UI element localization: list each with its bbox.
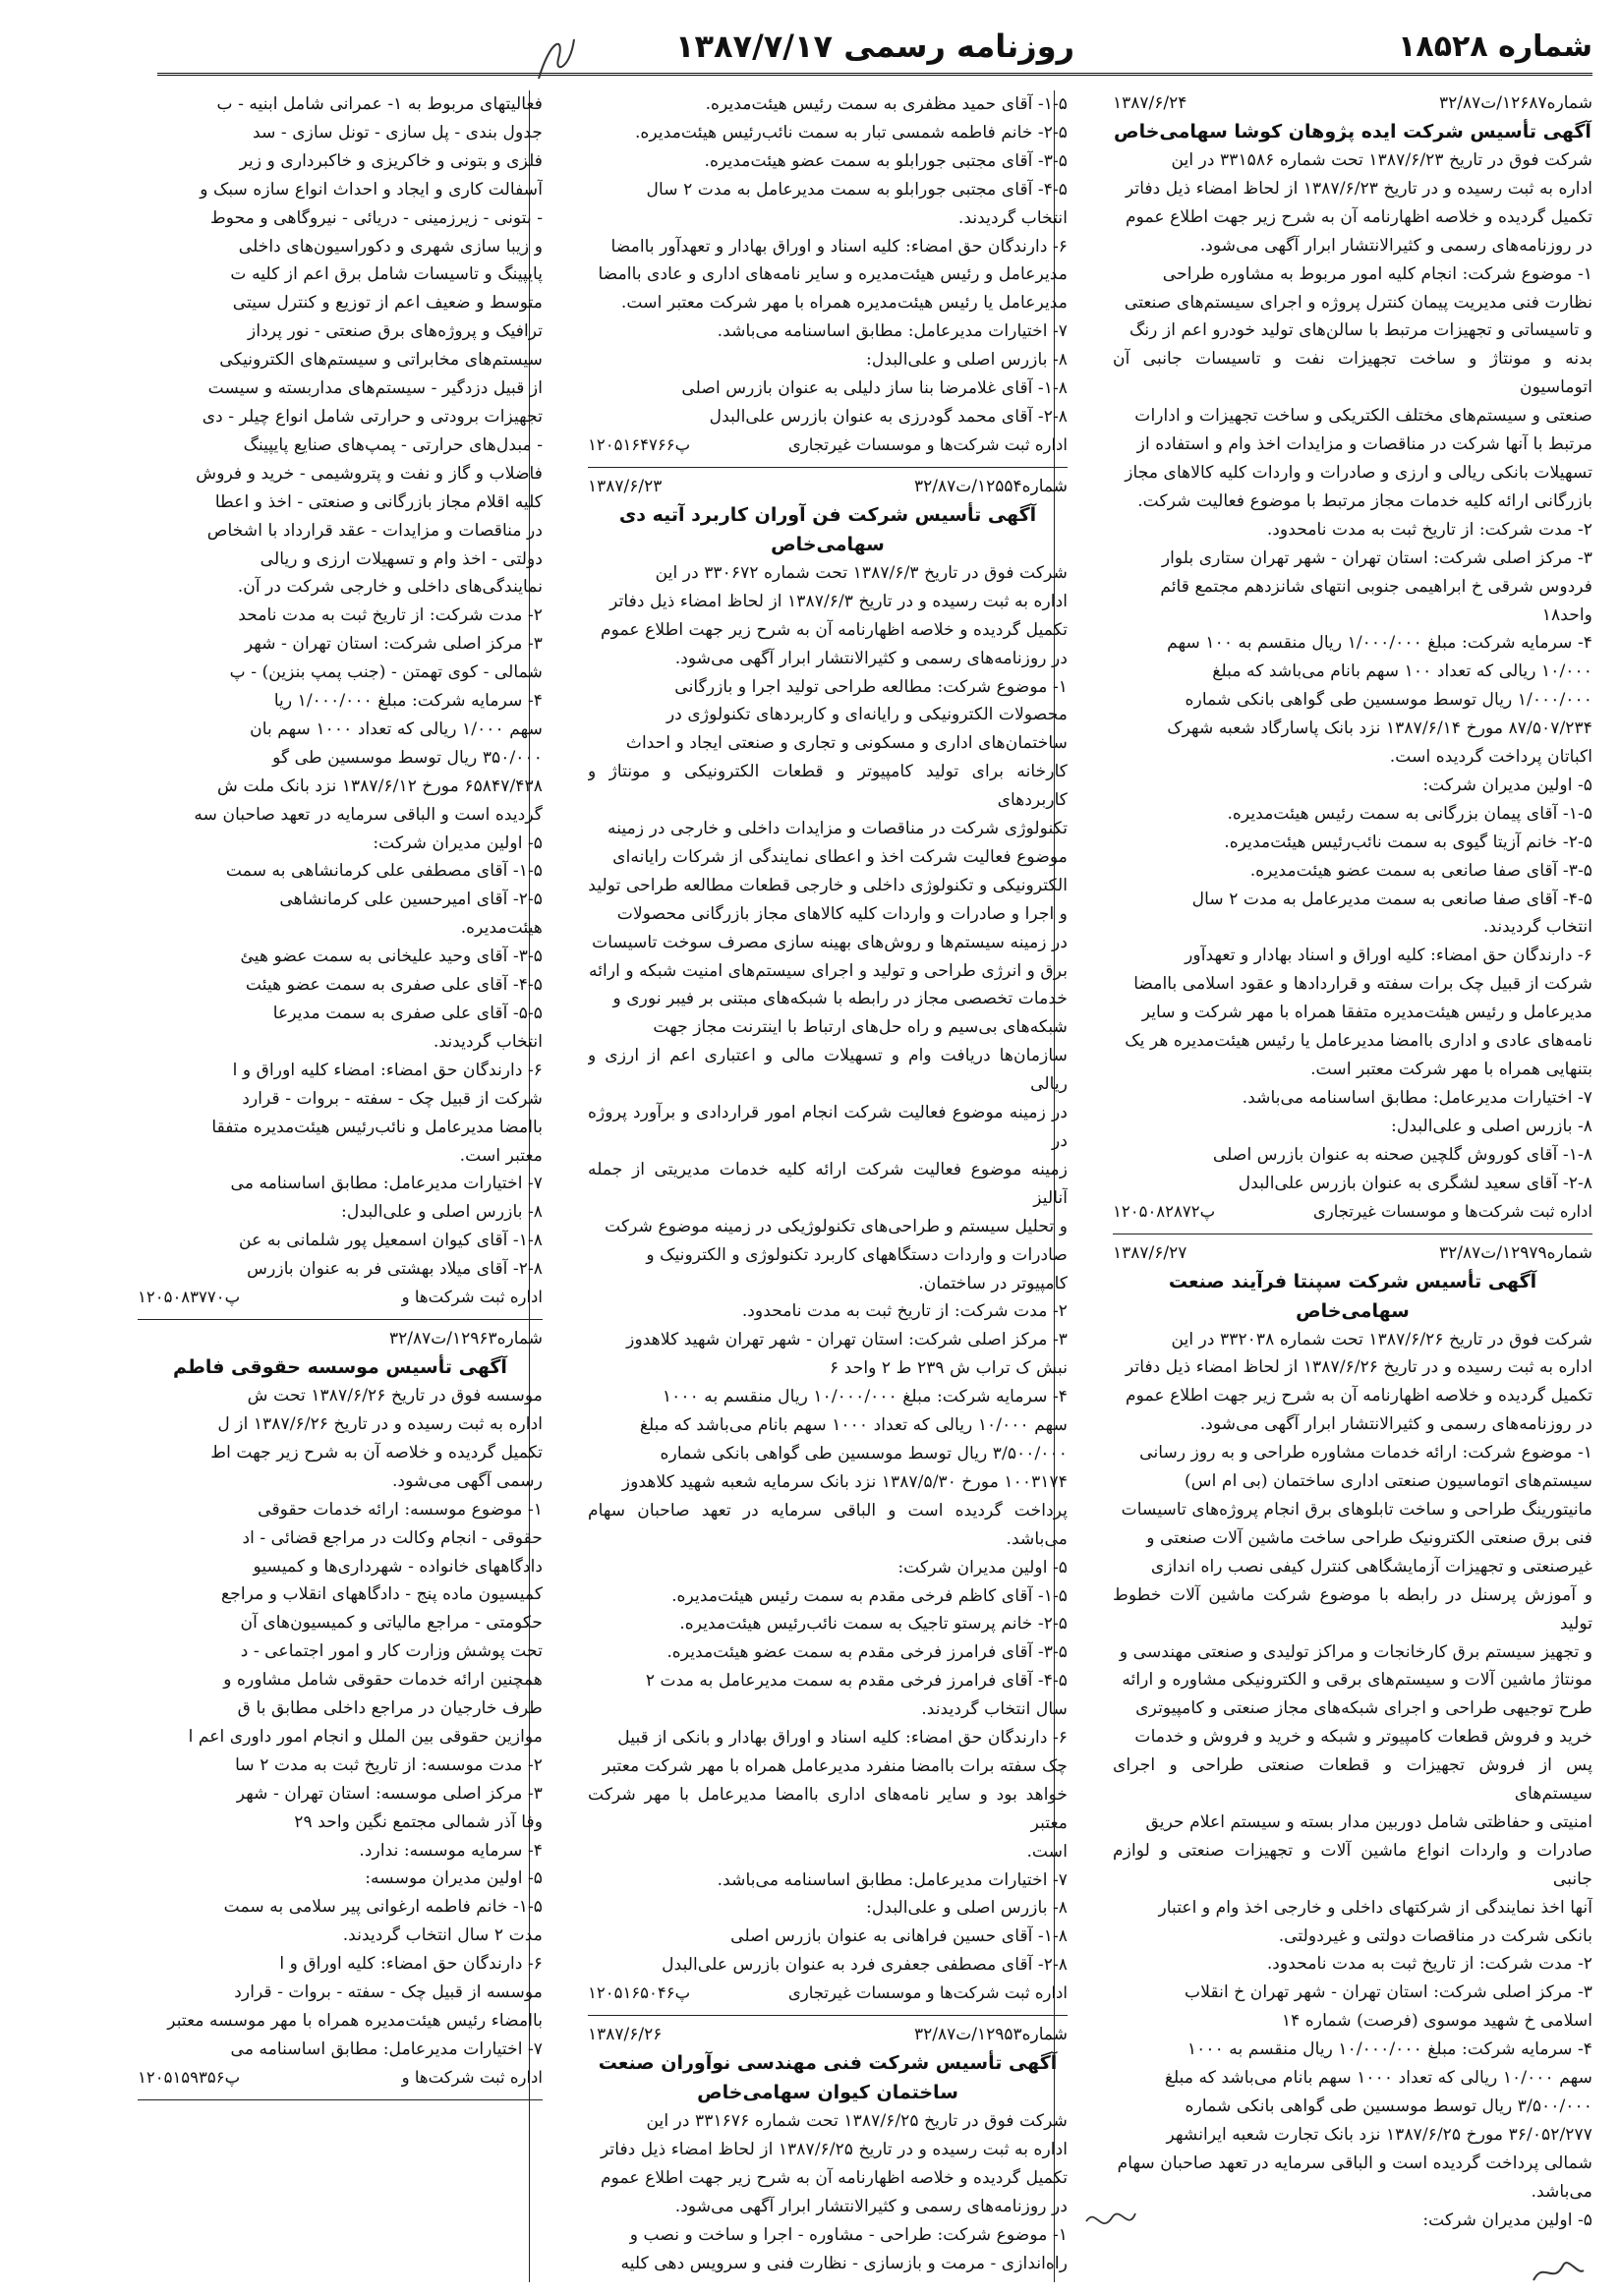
notice-line: ۳-۵- آقای صفا صانعی به سمت عضو هیئت‌مدیره.: [1249, 860, 1592, 881]
notice-line: ۱-۸- آقای غلامرضا بنا ساز دلیلی به عنوان بازرس اصلی: [681, 378, 1068, 399]
notice-line: ۲-۸- آقای محمد گودرزی به عنوان بازرس علی‌البدل: [709, 406, 1068, 427]
notice-line: در روزنامه‌های رسمی و کثیرالانتشار ابرار آگهی می‌شود.: [1199, 235, 1592, 256]
notice-line: ۱- موضوع شرکت: انجام کلیه امور مربوط به مشاوره طراحی: [1162, 263, 1592, 284]
notice-line: ۳- مرکز اصلی شرکت: استان تهران - شهر تهران ستاری بلوار: [1161, 547, 1592, 568]
notice-line: آسفالت کاری و ایجاد و احداث انواع سازه سبک و: [200, 179, 543, 200]
notice-line: موضوع فعالیت شرکت اخذ و اعطای نمایندگی از شرکات رایانه‌ای: [612, 846, 1068, 867]
notice-header: [1113, 1240, 1592, 1267]
notice-line: ۳۶/۰۵۲/۲۷۷ مورخ ۱۳۸۷/۶/۲۵ نزد بانک تجارت شعبه ایرانشهر: [1166, 2124, 1592, 2145]
notice-line: سال انتخاب گردیدند.: [921, 1699, 1068, 1720]
notice-line: ۱/۰۰۰/۰۰۰ ریال توسط موسسین طی گواهی بانکی شماره: [1185, 690, 1592, 711]
column-right: [1113, 90, 1592, 2282]
notice-line: ۴- سرمایه شرکت: مبلغ ۱۰/۰۰۰/۰۰۰ ریال منقسم به ۱۰۰۰: [1186, 2039, 1592, 2060]
notice-line: ۱-۵- آقای مصطفی علی کرمانشاهی به سمت: [225, 861, 543, 882]
notice-line: سهم ۱۰/۰۰۰ ریالی که تعداد ۱۰۰۰ سهم بانام می‌باشد که مبلغ: [1164, 2068, 1592, 2089]
notice-line: ۱۰/۰۰۰ ریالی که تعداد ۱۰۰ سهم بانام می‌باشد که مبلغ: [1212, 661, 1592, 682]
notice-date: ۱۳۸۷/۶/۲۳: [588, 476, 663, 496]
notice-number: شماره۱۲۹۵۳/ت۳۲/۸۷: [913, 2025, 1068, 2045]
registry-office: اداره ثبت شرکت‌ها و: [401, 1288, 543, 1307]
notice: [1113, 90, 1592, 1234]
notice-line: تکمیل گردیده و خلاصه اظهارنامه آن به شرح زیر جهت اطلاع عموم: [1125, 206, 1592, 227]
notice-line: باامضا مدیرعامل و نائب‌رئیس هیئت‌مدیره متفقا: [211, 1117, 543, 1137]
notice-line: و اجرا و صادرات و واردات کلیه کالاهای مجاز بازرگانی محصولات: [616, 903, 1068, 924]
notice-line: ۳/۵۰۰/۰۰۰ ریال توسط موسسین طی گواهی بانکی شماره: [1185, 2096, 1592, 2116]
notice-line: انتخاب گردیدند.: [433, 1031, 543, 1052]
notice-line: - مبدل‌های حرارتی - پمپ‌های صنایع پایپینگ: [243, 434, 543, 455]
notice-line: کامپیوتر در ساختمان.: [918, 1273, 1068, 1293]
notice-line: وفا آذر شمالی مجتمع نگین واحد ۲۹: [294, 1811, 543, 1832]
notice-title: آگهی تأسیس موسسه حقوقی فاطم: [173, 1356, 507, 1379]
notice-line: مدیرعامل یا رئیس هیئت‌مدیره همراه با مهر شرکت معتبر است.: [620, 293, 1068, 314]
notice-line: شبکه‌های بی‌سیم و راه حل‌های ارتباط با اینترنت مجاز جهت: [653, 1017, 1068, 1038]
notice-line: ۵- اولین مدیران موسسه:: [365, 1868, 543, 1889]
notice-number: شماره۱۲۵۵۴/ت۳۲/۸۷: [913, 476, 1068, 496]
notice-line: ۲-۵- خانم پرستو تاجیک به سمت نائب‌رئیس هیئت‌مدیره.: [679, 1614, 1068, 1635]
notice-line: الکترونیکی و تکنولوژی داخلی و خارجی قطعات مطالعه طراحی تولید: [588, 875, 1068, 895]
notice: [588, 2022, 1068, 2277]
notice-line: ۳-۵- آقای مجتبی جورابلو به سمت عضو هیئت‌مدیره.: [704, 150, 1068, 171]
notice-line: پس از فروش تجهیزات و قطعات صنعتی طراحی و اجرای سیستم‌های: [1113, 1755, 1592, 1805]
notice-line: ۲-۸- آقای سعید لشگری به عنوان بازرس علی‌البدل: [1238, 1173, 1592, 1193]
notice-separator: [138, 2099, 543, 2100]
notice-line: در زمینه سیستم‌ها و روش‌های بهینه سازی مصرف سوخت تاسیسات: [592, 932, 1068, 952]
notice-line: صنعتی و سیستم‌های مختلف الکتریکی و ساخت تجهیزات و ادارات: [1134, 406, 1592, 427]
notice-line: ۳-۵- آقای وحید علیخانی به سمت عضو هیئ: [240, 947, 543, 967]
notice-line: ۴- سرمایه شرکت: مبلغ ۱۰/۰۰۰/۰۰۰ ریال منقسم به ۱۰۰۰: [662, 1387, 1068, 1407]
notice-line: کارخانه برای تولید کامپیوتر و قطعات الکترونیکی و مونتاژ و کاربردهای: [588, 762, 1068, 811]
notice-columns: [138, 90, 1592, 2282]
notice-line: شمالی - کوی تهمتن - (جنب پمپ بنزین) - پ: [229, 662, 543, 683]
notice-line: باامضاء رئیس هیئت‌مدیره همراه با مهر موسسه معتبر: [167, 2011, 543, 2031]
notice-line: - بتونی - زیرزمینی - دریائی - نیروگاهی و محوط: [209, 207, 543, 228]
registry-office: اداره ثبت شرکت‌ها و موسسات غیرتجاری: [787, 434, 1068, 454]
notice-line: ۳- مرکز اصلی شرکت: استان تهران - شهر: [244, 634, 543, 655]
notice-line: و تحلیل سیستم و طراحی‌های تکنولوژیکی در زمینه موضوع شرکت: [605, 1216, 1068, 1236]
notice-line: ۶۵۸۴۷/۴۳۸ مورخ ۱۳۸۷/۶/۱۲ نزد بانک ملت ش: [217, 775, 543, 796]
notice: [588, 90, 1068, 468]
notice-line: خدمات تخصصی مجاز در رابطه با شبکه‌های مبتنی بر فیبر نوری و: [612, 989, 1068, 1009]
notice-line: ۴-۵- آقای علی صفری به سمت عضو هیئت: [245, 975, 543, 996]
notice-line: مونتاژ ماشین آلات و سیستم‌های برقی و الکترونیکی مشاوره و ارائه: [1122, 1670, 1592, 1691]
notice-line: دادگاههای خانواده - شهرداری‌ها و کمیسیو: [253, 1556, 543, 1577]
notice-line: فردوس شرقی خ ابراهیمی جنوبی انتهای شانزدهم مجتمع قائم: [1160, 576, 1592, 597]
notice-line: شرکت فوق در تاریخ ۱۳۸۷/۶/۳ تحت شماره ۳۳۰۶۷۲ در این: [655, 562, 1068, 583]
notice-footer: [588, 431, 1068, 459]
notice-line: ۲- مدت شرکت: از تاریخ ثبت به مدت نامحدود.: [741, 1301, 1068, 1322]
notice-line: نظارت فنی مدیریت پیمان کنترل پروژه و اجرای سیستم‌های صنعتی: [1124, 292, 1592, 313]
notice-line: خرید و فروش قطعات کامپیوتر و شبکه و خرید و فروش و خدمات: [1134, 1727, 1592, 1748]
handwritten-mark: [1529, 2251, 1588, 2290]
notice-line: ۳-۵- آقای فرامرز فرخی مقدم به سمت عضو هیئت‌مدیره.: [666, 1642, 1068, 1663]
notice-separator: [138, 1319, 543, 1320]
registry-office: اداره ثبت شرکت‌ها و موسسات غیرتجاری: [1312, 1201, 1592, 1221]
notice-line: فنی برق صنعتی الکترونیک طراحی ساخت ماشین آلات صنعتی و: [1146, 1527, 1592, 1548]
notice-line: موازین حقوقی بین الملل و انجام امور داوری اعم ا: [188, 1726, 543, 1747]
notice-code: پ۱۲۰۵۰۸۳۷۷۰: [138, 1288, 241, 1307]
notice-line: شرکت از قبیل چک - سفته - بروات - قرارد: [242, 1088, 543, 1109]
notice-line: اداره به ثبت رسیده و در تاریخ ۱۳۸۷/۶/۲۶ از لحاظ امضاء ذیل دفاتر: [1125, 1357, 1592, 1378]
notice-header: [1113, 90, 1592, 117]
notice-line: تکمیل گردیده و خلاصه اظهارنامه آن به شرح زیر جهت اطلاع عموم: [1125, 1386, 1592, 1406]
notice-line: سهم ۱/۰۰۰ ریالی که تعداد ۱۰۰۰ سهم بان: [250, 718, 543, 739]
notice-line: شرکت از قبیل چک برات سفته و قراردادها و عقود اسلامی باامضا: [1133, 974, 1592, 995]
registry-office: اداره ثبت شرکت‌ها و: [401, 2067, 543, 2087]
notice-line: غیرصنعتی و تجهیزات آزمایشگاهی کنترل کیفی نصب راه اندازی: [1150, 1556, 1592, 1577]
notice-line: ۲-۵- خانم آزیتا گیوی به سمت نائب‌رئیس هیئت‌مدیره.: [1224, 832, 1592, 852]
notice-line: اداره به ثبت رسیده و در تاریخ ۱۳۸۷/۶/۲۵ از لحاظ امضاء ذیل دفاتر: [600, 2140, 1068, 2160]
handwritten-mark: [531, 29, 580, 88]
notice-line: ۱-۸- آقای حسین فراهانی به عنوان بازرس اصلی: [730, 1926, 1068, 1947]
notice-line: شرکت فوق در تاریخ ۱۳۸۷/۶/۲۵ تحت شماره ۳۳۱۶۷۶ در این: [646, 2111, 1068, 2132]
notice-number: شماره۱۲۹۶۳/ت۳۲/۸۷: [388, 1329, 543, 1349]
notice-line: ۸- بازرس اصلی و علی‌البدل:: [1391, 1116, 1592, 1136]
notice-line: ۲-۸- آقای میلاد بهشتی فر به عنوان بازرس: [247, 1259, 543, 1280]
notice-line: تکمیل گردیده و خلاصه آن به شرح زیر جهت اط: [210, 1442, 543, 1463]
notice-line: ۸- بازرس اصلی و علی‌البدل:: [866, 350, 1068, 371]
column-left: [138, 90, 543, 2282]
page-header: [157, 22, 1592, 76]
notice-line: نبش ک تراب ش ۲۳۹ ط ۲ واحد ۶: [830, 1358, 1068, 1379]
notice-line: ۲- مدت موسسه: از تاریخ ثبت به مدت ۲ سا: [235, 1754, 543, 1775]
notice-line: اکباتان پرداخت گردیده است.: [1389, 747, 1592, 768]
notice-code: پ۱۲۰۵۱۵۹۳۵۶: [138, 2067, 241, 2087]
notice-line: تکمیل گردیده و خلاصه اظهارنامه آن به شرح زیر جهت اطلاع عموم: [600, 2168, 1068, 2188]
notice-line: آنها اخذ نمایندگی از شرکتهای داخلی و خارجی اخذ وام و اعتبار: [1158, 1897, 1592, 1918]
notice-line: ۶- دارندگان حق امضاء: امضاء کلیه اوراق و ا: [232, 1060, 543, 1080]
notice-line: مرتبط با آنها شرکت در مناقصات و مزایدات اخذ وام و استفاده از: [1136, 434, 1592, 455]
handwritten-mark: [1081, 2202, 1140, 2241]
notice-line: تجهیزات برودتی و حرارتی شامل انواع چیلر - دی: [202, 406, 543, 427]
notice-line: ترافیک و پروژه‌های برق صنعتی - نور پرداز: [248, 321, 543, 342]
notice-line: ۴- سرمایه شرکت: مبلغ ۱/۰۰۰/۰۰۰ ریال منقسم به ۱۰۰ سهم: [1167, 633, 1592, 654]
notice-footer: [138, 1284, 543, 1311]
notice-code: پ۱۲۰۵۱۶۵۰۴۶: [588, 1983, 691, 2003]
notice-line: مدیرعامل و رئیس هیئت‌مدیره متفقا همراه با مهر شرکت و سایر: [1141, 1003, 1592, 1023]
notice-line: نمایندگی‌های داخلی و خارجی شرکت در آن.: [237, 577, 543, 598]
notice-title: آگهی تأسیس شرکت ایده پژوهان کوشا سهامی‌خاص: [1114, 121, 1591, 143]
notice-line: واحد۱۸: [1541, 604, 1592, 625]
notice-line: ۵- اولین مدیران شرکت:: [1422, 2210, 1592, 2230]
notice-line: ۴-۵- آقای صفا صانعی به سمت مدیرعامل به مدت ۲ سال: [1191, 889, 1592, 909]
notice-line: اداره به ثبت رسیده و در تاریخ ۱۳۸۷/۶/۲۳ از لحاظ امضاء ذیل دفاتر: [1125, 178, 1592, 199]
notice-line: از قبیل دزدگیر - سیستم‌های مداربسته و سیست: [207, 378, 543, 399]
notice-line: نامه‌های عادی و اداری باامضا مدیرعامل یا رئیس هیئت‌مدیره هر یک: [1125, 1031, 1592, 1052]
notice-line: ۷- اختیارات مدیرعامل: مطابق اساسنامه می: [230, 1174, 543, 1194]
notice-line: ۱- موضوع موسسه: ارائه خدمات حقوقی: [258, 1499, 543, 1520]
notice-separator: [588, 467, 1068, 468]
notice-line: ۱-۸- آقای کیوان اسمعیل پور شلمانی به عن: [239, 1231, 543, 1251]
notice-line: ۲- مدت شرکت: از تاریخ ثبت به مدت نامحدود.: [1266, 1954, 1592, 1975]
notice-line: راه‌اندازی - مرمت و بازسازی - نظارت فنی و سرویس دهی کلیه: [620, 2253, 1068, 2273]
notice-line: در روزنامه‌های رسمی و کثیرالانتشار ابرار آگهی می‌شود.: [674, 2196, 1068, 2216]
notice-line: می‌باشد.: [1531, 2181, 1592, 2202]
notice-line: ۳/۵۰۰/۰۰۰ ریال توسط موسسین طی گواهی بانکی شماره: [660, 1443, 1068, 1464]
notice-title: آگهی تأسیس شرکت فن آوران کاربرد آتیه دی سهامی‌خاص: [618, 503, 1037, 555]
notice-line: موسسه فوق در تاریخ ۱۳۸۷/۶/۲۶ تحت ش: [247, 1386, 543, 1406]
notice-line: در زمینه موضوع فعالیت شرکت انجام امور قراردادی و برآورد پروژه در: [588, 1103, 1068, 1151]
notice-line: زمینه موضوع فعالیت شرکت ارائه کلیه خدمات مدیریتی از جمله آنالیز: [588, 1159, 1068, 1208]
notice-line: بانکی شرکت در مناقصات دولتی و غیردولتی.: [1278, 1925, 1592, 1946]
notice-line: فعالیتهای مربوط به ۱- عمرانی شامل ابنیه - ب: [216, 94, 543, 114]
notice-line: شرکت فوق در تاریخ ۱۳۸۷/۶/۲۳ تحت شماره ۳۳۱۵۸۶ در این: [1171, 150, 1592, 170]
registry-office: اداره ثبت شرکت‌ها و موسسات غیرتجاری: [787, 1983, 1068, 2003]
notice-date: ۱۳۸۷/۶/۲۷: [1113, 1242, 1187, 1263]
notice-title: آگهی تأسیس شرکت فنی مهندسی نوآوران صنعت ساختمان کیوان سهامی‌خاص: [598, 2052, 1058, 2104]
notice-line: ۶- دارندگان حق امضاء: کلیه اسناد و اوراق بهادار و بانکی از قبیل: [617, 1728, 1068, 1749]
notice-line: ۷- اختیارات مدیرعامل: مطابق اساسنامه می‌باشد.: [1242, 1087, 1592, 1108]
notice-code: پ۱۲۰۵۰۸۲۸۷۲: [1113, 1201, 1216, 1221]
notice-line: ۱-۵- آقای کاظم فرخی مقدم به سمت رئیس هیئت‌مدیره.: [671, 1585, 1068, 1606]
notice-footer: [1113, 1198, 1592, 1226]
notice: [138, 1326, 543, 2100]
notice-line: ۸۷/۵۰۷/۲۳۴ مورخ ۱۳۸۷/۶/۱۴ نزد بانک پاسارگاد شعبه شهرک: [1167, 718, 1592, 739]
notice-line: ۱۰۰۳۱۷۴ مورخ ۱۳۸۷/۵/۳۰ نزد بانک سرمایه شعبه شهید کلاهدوز: [621, 1471, 1068, 1492]
notice-line: ۶- دارندگان حق امضاء: کلیه اوراق و اسناد بهادار و تعهدآور: [1185, 946, 1592, 966]
notice-date: ۱۳۸۷/۶/۲۶: [588, 2025, 663, 2045]
notice-line: مدیرعامل و رئیس هیئت‌مدیره و سایر نامه‌های اداری و عادی باامضا: [598, 264, 1068, 285]
notice-line: معتبر است.: [459, 1145, 543, 1166]
notice-line: تکمیل گردیده و خلاصه اظهارنامه آن به شرح زیر جهت اطلاع عموم: [600, 619, 1068, 640]
notice-line: امنیتی و حفاظتی شامل دوربین مدار بسته و سیستم اعلام حریق: [1145, 1811, 1592, 1832]
notice-line: بازرگانی ارائه کلیه خدمات مجاز مرتبط با موضوع فعالیت شرکت.: [1137, 490, 1592, 511]
notice-line: در روزنامه‌های رسمی و کثیرالانتشار ابرار آگهی می‌شود.: [674, 648, 1068, 668]
notice-line: ۲-۵- آقای امیرحسین علی کرمانشاهی: [279, 890, 543, 910]
notice-line: ۷- اختیارات مدیرعامل: مطابق اساسنامه می‌باشد.: [717, 1869, 1068, 1890]
notice-line: ۱-۵- آقای حمید مظفری به سمت رئیس هیئت‌مدیره.: [705, 94, 1068, 114]
column-middle: [588, 90, 1068, 2282]
notice-line: و تاسیساتی و تجهیزات مرتبط با سالن‌های تولید خودرو اعم از رنگ: [1129, 320, 1592, 341]
notice-line: دولتی - اخذ وام و تسهیلات ارزی و ریالی: [260, 548, 543, 569]
notice-line: ۵-۵- آقای علی صفری به سمت مدیرعا: [272, 1004, 543, 1023]
notice-header: [588, 474, 1068, 500]
notice-line: است.: [1026, 1841, 1068, 1862]
notice-line: کلیه اقلام مجاز بازرگانی و صنعتی - اخذ و اعطا: [214, 491, 543, 512]
notice-line: ۱- موضوع شرکت: طراحی - مشاوره - اجرا و ساخت و نصب و: [629, 2224, 1068, 2245]
notice-line: تحت پوشش وزارت کار و امور اجتماعی - د: [240, 1641, 543, 1662]
notice-line: ۳۵۰/۰۰۰ ریال توسط موسسین طی گو: [272, 747, 543, 768]
notice-line: ۱-۵- خانم فاطمه ارغوانی پیر سلامی به سمت: [223, 1897, 543, 1918]
notice-line: ۲- مدت شرکت: از تاریخ ثبت به مدت نامحد: [238, 605, 543, 626]
notice-line: فلزی و بتونی و خاکریزی و خاکبرداری و زیر: [239, 150, 543, 171]
notice-line: ۶- دارندگان حق امضاء: کلیه اسناد و اوراق بهادار و تعهدآور باامضا: [610, 236, 1068, 257]
notice-line: تکنولوژی شرکت در مناقصات و مزایدات داخلی و خارجی در زمینه: [608, 819, 1068, 839]
notice-line: محصولات الکترونیکی و رایانه‌ای و کاربردهای تکنولوژی در: [665, 705, 1068, 725]
notice-line: موسسه از قبیل چک - سفته - بروات - قرارد: [234, 1982, 543, 2003]
notice-line: اداره به ثبت رسیده و در تاریخ ۱۳۸۷/۶/۳ از لحاظ امضاء ذیل دفاتر: [609, 591, 1068, 611]
notice-line: انتخاب گردیدند.: [1482, 917, 1592, 938]
notice-line: بدنه و مونتاژ و ساخت تجهیزات نفت و تاسیسات جانبی آن اتوماسیون: [1113, 349, 1592, 398]
notice-line: پایپینگ و تاسیسات شامل برق اعم از کلیه ت: [230, 264, 543, 285]
notice-line: شمالی پرداخت گردیده است و الباقی سرمایه در تعهد صاحبان سهام: [1117, 2152, 1592, 2173]
notice-line: ۸- بازرس اصلی و علی‌البدل:: [341, 1202, 543, 1223]
notice-line: ۳- مرکز اصلی شرکت: استان تهران - شهر تهران شهید کلاهدوز: [626, 1330, 1068, 1350]
notice-line: طرح توجیهی طراحی و اجرای شبکه‌های مجاز صنعتی و کامپیوتری: [1135, 1698, 1592, 1719]
notice-line: ۴- سرمایه موسسه: ندارد.: [359, 1840, 543, 1861]
notice: [138, 90, 543, 1320]
notice-line: اسلامی خ شهید موسوی (فرصت) شماره ۱۴: [1281, 2011, 1592, 2032]
notice-line: ۴-۵- آقای فرامرز فرخی مقدم به سمت مدیرعامل به مدت ۲: [645, 1671, 1068, 1692]
notice-line: صادرات و واردات انواع ماشین آلات و تجهیزات صنعتی و لوازم جانبی: [1113, 1840, 1592, 1889]
newspaper-title: روزنامه رسمی ۱۳۸۷/۷/۱۷: [674, 28, 1075, 65]
notice-line: سیستم‌های اتوماسیون صنعتی اداری ساختمان (بی ام اس): [1185, 1471, 1592, 1492]
notice-line: انتخاب گردیدند.: [957, 207, 1068, 228]
notice-line: حکومتی - مراجع مالیاتی و کمیسیون‌های آن: [240, 1613, 543, 1634]
notice-line: سازمان‌ها دریافت وام و تسهیلات مالی و اعتباری اعم از ارزی و ریالی: [588, 1046, 1068, 1095]
notice-line: ۵- اولین مدیران شرکت:: [373, 832, 543, 853]
notice-line: ساختمان‌های اداری و مسکونی و تجاری و صنعتی ایجاد و احداث: [625, 733, 1068, 754]
notice-line: ۳- مرکز اصلی شرکت: استان تهران - شهر تهران خ انقلاب: [1185, 1982, 1592, 2003]
notice-header: [588, 2022, 1068, 2048]
notice-code: پ۱۲۰۵۱۶۴۷۶۶: [588, 434, 691, 454]
notice-line: و تجهیز سیستم برق کارخانجات و مراکز تولیدی و صنعتی مهندسی و: [1119, 1641, 1592, 1662]
notice-number: شماره۱۲۹۷۹/ت۳۲/۸۷: [1438, 1242, 1592, 1263]
notice-line: تسهیلات بانکی ریالی و ارزی و صادرات و واردات کلیه کالاهای مجاز: [1125, 462, 1592, 483]
notice-separator: [588, 2015, 1068, 2016]
notice-line: چک سفته برات باامضا منفرد مدیرعامل همراه با مهر شرکت معتبر: [602, 1755, 1068, 1776]
notice-line: در روزنامه‌های رسمی و کثیرالانتشار ابرار آگهی می‌شود.: [1199, 1414, 1592, 1435]
notice-line: ۵- اولین مدیران شرکت:: [897, 1557, 1068, 1578]
notice-line: و آموزش پرسنل در رابطه با موضوع شرکت ماشین آلات خطوط تولید: [1113, 1584, 1592, 1634]
notice-line: متوسط و ضعیف اعم از توزیع و کنترل سیتی: [232, 293, 543, 314]
notice-line: کمیسیون ماده پنج - دادگاههای انقلاب و مراجع: [221, 1584, 543, 1605]
notice-line: پرداخت گردیده است و الباقی سرمایه در تعهد صاحبان سهام می‌باشد.: [588, 1500, 1068, 1549]
notice-footer: [138, 2064, 543, 2092]
notice-line: رسمی آگهی می‌شود.: [391, 1470, 543, 1491]
notice-line: صادرات و واردات دستگاههای کاربرد تکنولوژی و الکترونیک و: [646, 1244, 1068, 1265]
notice-title: آگهی تأسیس شرکت سپنتا فرآیند صنعت سهامی‌خاص: [1168, 1270, 1537, 1322]
notice-line: سیستم‌های مخابراتی و سیستم‌های الکترونیکی: [219, 350, 543, 371]
notice-line: ۷- اختیارات مدیرعامل: مطابق اساسنامه می: [230, 2038, 543, 2059]
notice: [1113, 1240, 1592, 2235]
notice-header: [138, 1326, 543, 1352]
notice-line: ۴-۵- آقای مجتبی جورابلو به سمت مدیرعامل به مدت ۲ سال: [646, 179, 1068, 200]
notice-line: بتنهایی همراه با مهر شرکت معتبر است.: [1310, 1060, 1592, 1079]
notice-line: ۲- مدت شرکت: از تاریخ ثبت به مدت نامحدود.: [1266, 519, 1592, 540]
notice-line: اداره به ثبت رسیده و در تاریخ ۱۳۸۷/۶/۲۶ از ل: [217, 1413, 543, 1434]
notice-line: شرکت فوق در تاریخ ۱۳۸۷/۶/۲۶ تحت شماره ۳۳۲۰۳۸ در این: [1171, 1329, 1592, 1349]
notice-line: جدول بندی - پل سازی - تونل سازی - سد: [253, 122, 543, 143]
notice-line: فاضلاب و گاز و نفت و پتروشیمی - خرید و فروش: [196, 463, 543, 484]
notice-line: ۲-۵- خانم فاطمه شمسی تبار به سمت نائب‌رئیس هیئت‌مدیره.: [634, 122, 1068, 143]
notice-line: ۳- مرکز اصلی موسسه: استان تهران - شهر: [236, 1783, 543, 1804]
notice-line: سهم ۱۰/۰۰۰ ریالی که تعداد ۱۰۰۰ سهم بانام می‌باشد که مبلغ: [639, 1415, 1068, 1436]
notice-line: ۷- اختیارات مدیرعامل: مطابق اساسنامه می‌باشد.: [717, 321, 1068, 342]
notice-line: ۵- اولین مدیران شرکت:: [1422, 775, 1592, 795]
notice-line: حقوقی - انجام وکالت در مراجع قضائی - اد: [242, 1527, 543, 1548]
notice-footer: [588, 1980, 1068, 2007]
notice-line: هیئت‌مدیره.: [460, 918, 543, 939]
notice-date: ۱۳۸۷/۶/۲۴: [1113, 93, 1187, 113]
notice-line: ۴- سرمایه شرکت: مبلغ ۱/۰۰۰/۰۰۰ ریا: [273, 691, 543, 712]
issue-number: شماره ۱۸۵۲۸: [1398, 29, 1592, 64]
notice-line: مدت ۲ سال انتخاب گردیدند.: [342, 1925, 543, 1946]
notice-line: ۱- موضوع شرکت: مطالعه طراحی تولید اجرا و بازرگانی: [674, 676, 1068, 697]
notice-line: همچنین ارائه خدمات حقوقی شامل مشاوره و: [223, 1670, 543, 1691]
notice-line: ۱-۵- آقای پیمان بزرگانی به سمت رئیس هیئت‌مدیره.: [1227, 803, 1592, 824]
notice-line: مانیتورینگ طراحی و ساخت تابلوهای برق انجام پروژه‌های تاسیسات: [1121, 1499, 1592, 1520]
notice-line: ۸- بازرس اصلی و علی‌البدل:: [866, 1898, 1068, 1919]
notice-line: ۲-۸- آقای مصطفی جعفری فرد به عنوان بازرس علی‌البدل: [662, 1955, 1068, 1976]
notice-line: و زیبا سازی شهری و دکوراسیون‌های داخلی: [238, 236, 543, 257]
notice-line: گردیده است و الباقی سرمایه در تعهد صاحبان سه: [194, 804, 543, 825]
notice-line: در مناقصات و مزایدات - عقد قرارداد با اشخاص: [206, 520, 543, 541]
notice-line: ۱- موضوع شرکت: ارائه خدمات مشاوره طراحی و به روز رسانی: [1139, 1443, 1592, 1464]
notice-number: شماره۱۲۶۸۷/ت۳۲/۸۷: [1438, 93, 1592, 113]
notice: [588, 474, 1068, 2016]
notice-line: ۶- دارندگان حق امضاء: کلیه اوراق و ا: [279, 1954, 543, 1975]
notice-line: ۱-۸- آقای کوروش گلچین صحنه به عنوان بازرس اصلی: [1212, 1144, 1592, 1165]
notice-line: برق و انرژی طراحی و تولید و اجرای سیستم‌های امنیت شبکه و ارائه: [589, 960, 1068, 981]
notice-line: خواهد بود و سایر نامه‌های اداری باامضا مدیرعامل با مهر شرکت معتبر: [588, 1784, 1068, 1833]
notice-line: طرف خارجیان در مراجع داخلی مطابق با ق: [237, 1698, 543, 1719]
